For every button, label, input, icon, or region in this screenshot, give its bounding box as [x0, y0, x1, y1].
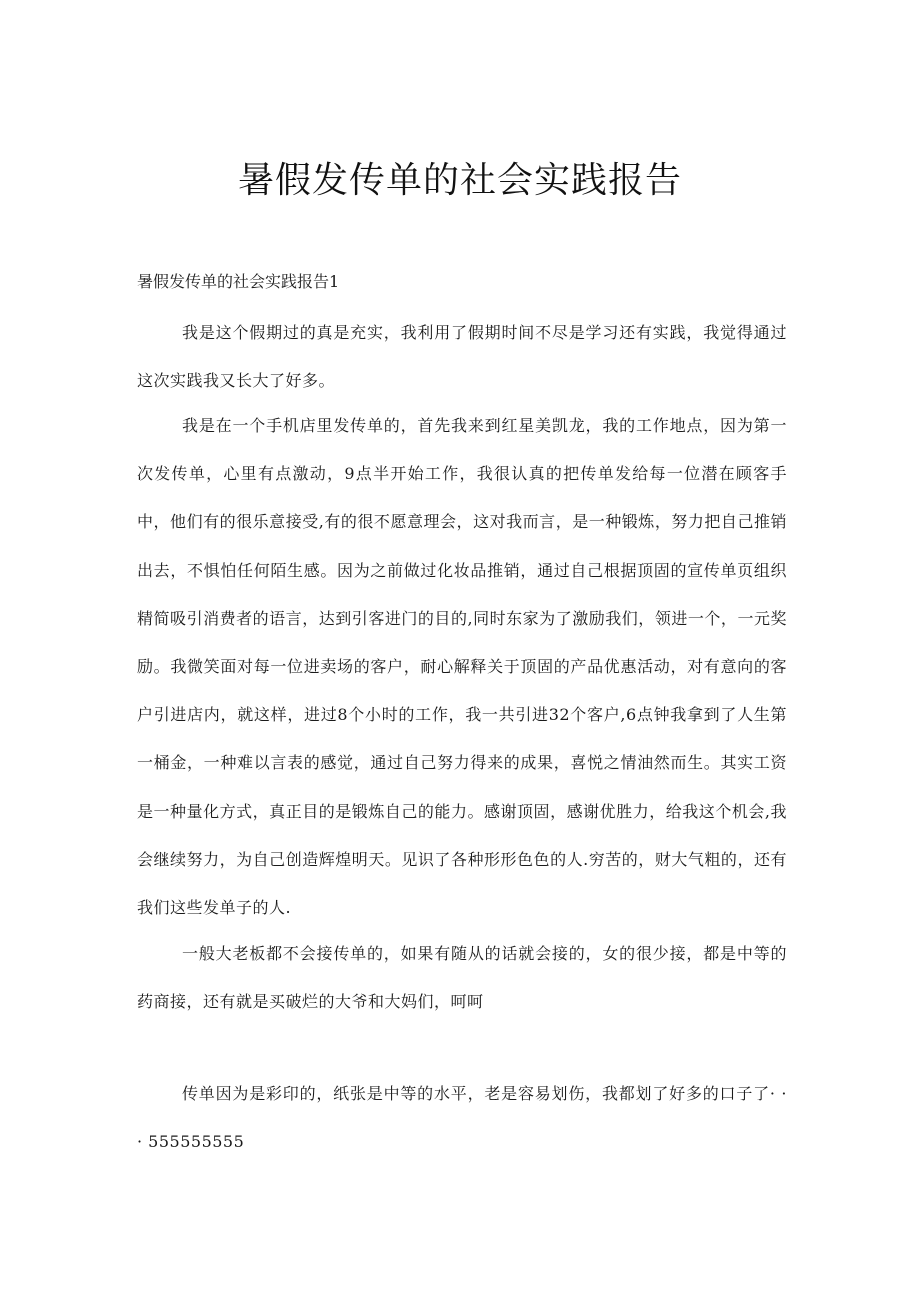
paragraph: 一般大老板都不会接传单的，如果有随从的话就会接的，女的很少接，都是中等的药商接，还有就是买破烂的大爷和大妈们，呵呵 [137, 944, 787, 1012]
paragraph: 我是这个假期过的真是充实，我利用了假期时间不尽是学习还有实践，我觉得通过这次实践我又长大了好多。 [137, 323, 787, 391]
document-title: 暑假发传单的社会实践报告 [237, 160, 682, 201]
document-subtitle: 暑假发传单的社会实践报告1 [137, 272, 340, 291]
paragraph: 我是在一个手机店里发传单的，首先我来到红星美凯龙，我的工作地点，因为第一次发传单，心里有点激动，9点半开始工作，我很认真的把传单发给每一位潜在顾客手中，他们有的很乐意接受,有的很不愿意理会，这对我而言，是一种锻炼，努力把自己推销出去，不惧怕任何陌生感。因为之前做过化妆品推销，通过自己根据顶固的宣传单页组织精简吸引消费者的语言，达到引客进门的目的,同时东家为了激励我们，领进一个，一元奖励。我微笑面对每一位进卖场的客户，耐心解释关于顶固的产品优惠活动，对有意向的客户引进店内，就这样，进过8个小时的工作，我一共引进32个客户,6点钟我拿到了人生第一桶金，一种难以言表的感觉，通过自己努力得来的成果，喜悦之情油然而生。其实工资是一种量化方式，真正目的是锻炼自己的能力。感谢顶固，感谢优胜力，给我这个机会,我会继续努力，为自己创造辉煌明天。见识了各种形形色色的人.穷苦的，财大气粗的，还有我们这些发单子的人. [137, 416, 787, 918]
paragraph: 传单因为是彩印的，纸张是中等的水平，老是容易划伤，我都划了好多的口子了· · · 555555555 [137, 1084, 787, 1152]
